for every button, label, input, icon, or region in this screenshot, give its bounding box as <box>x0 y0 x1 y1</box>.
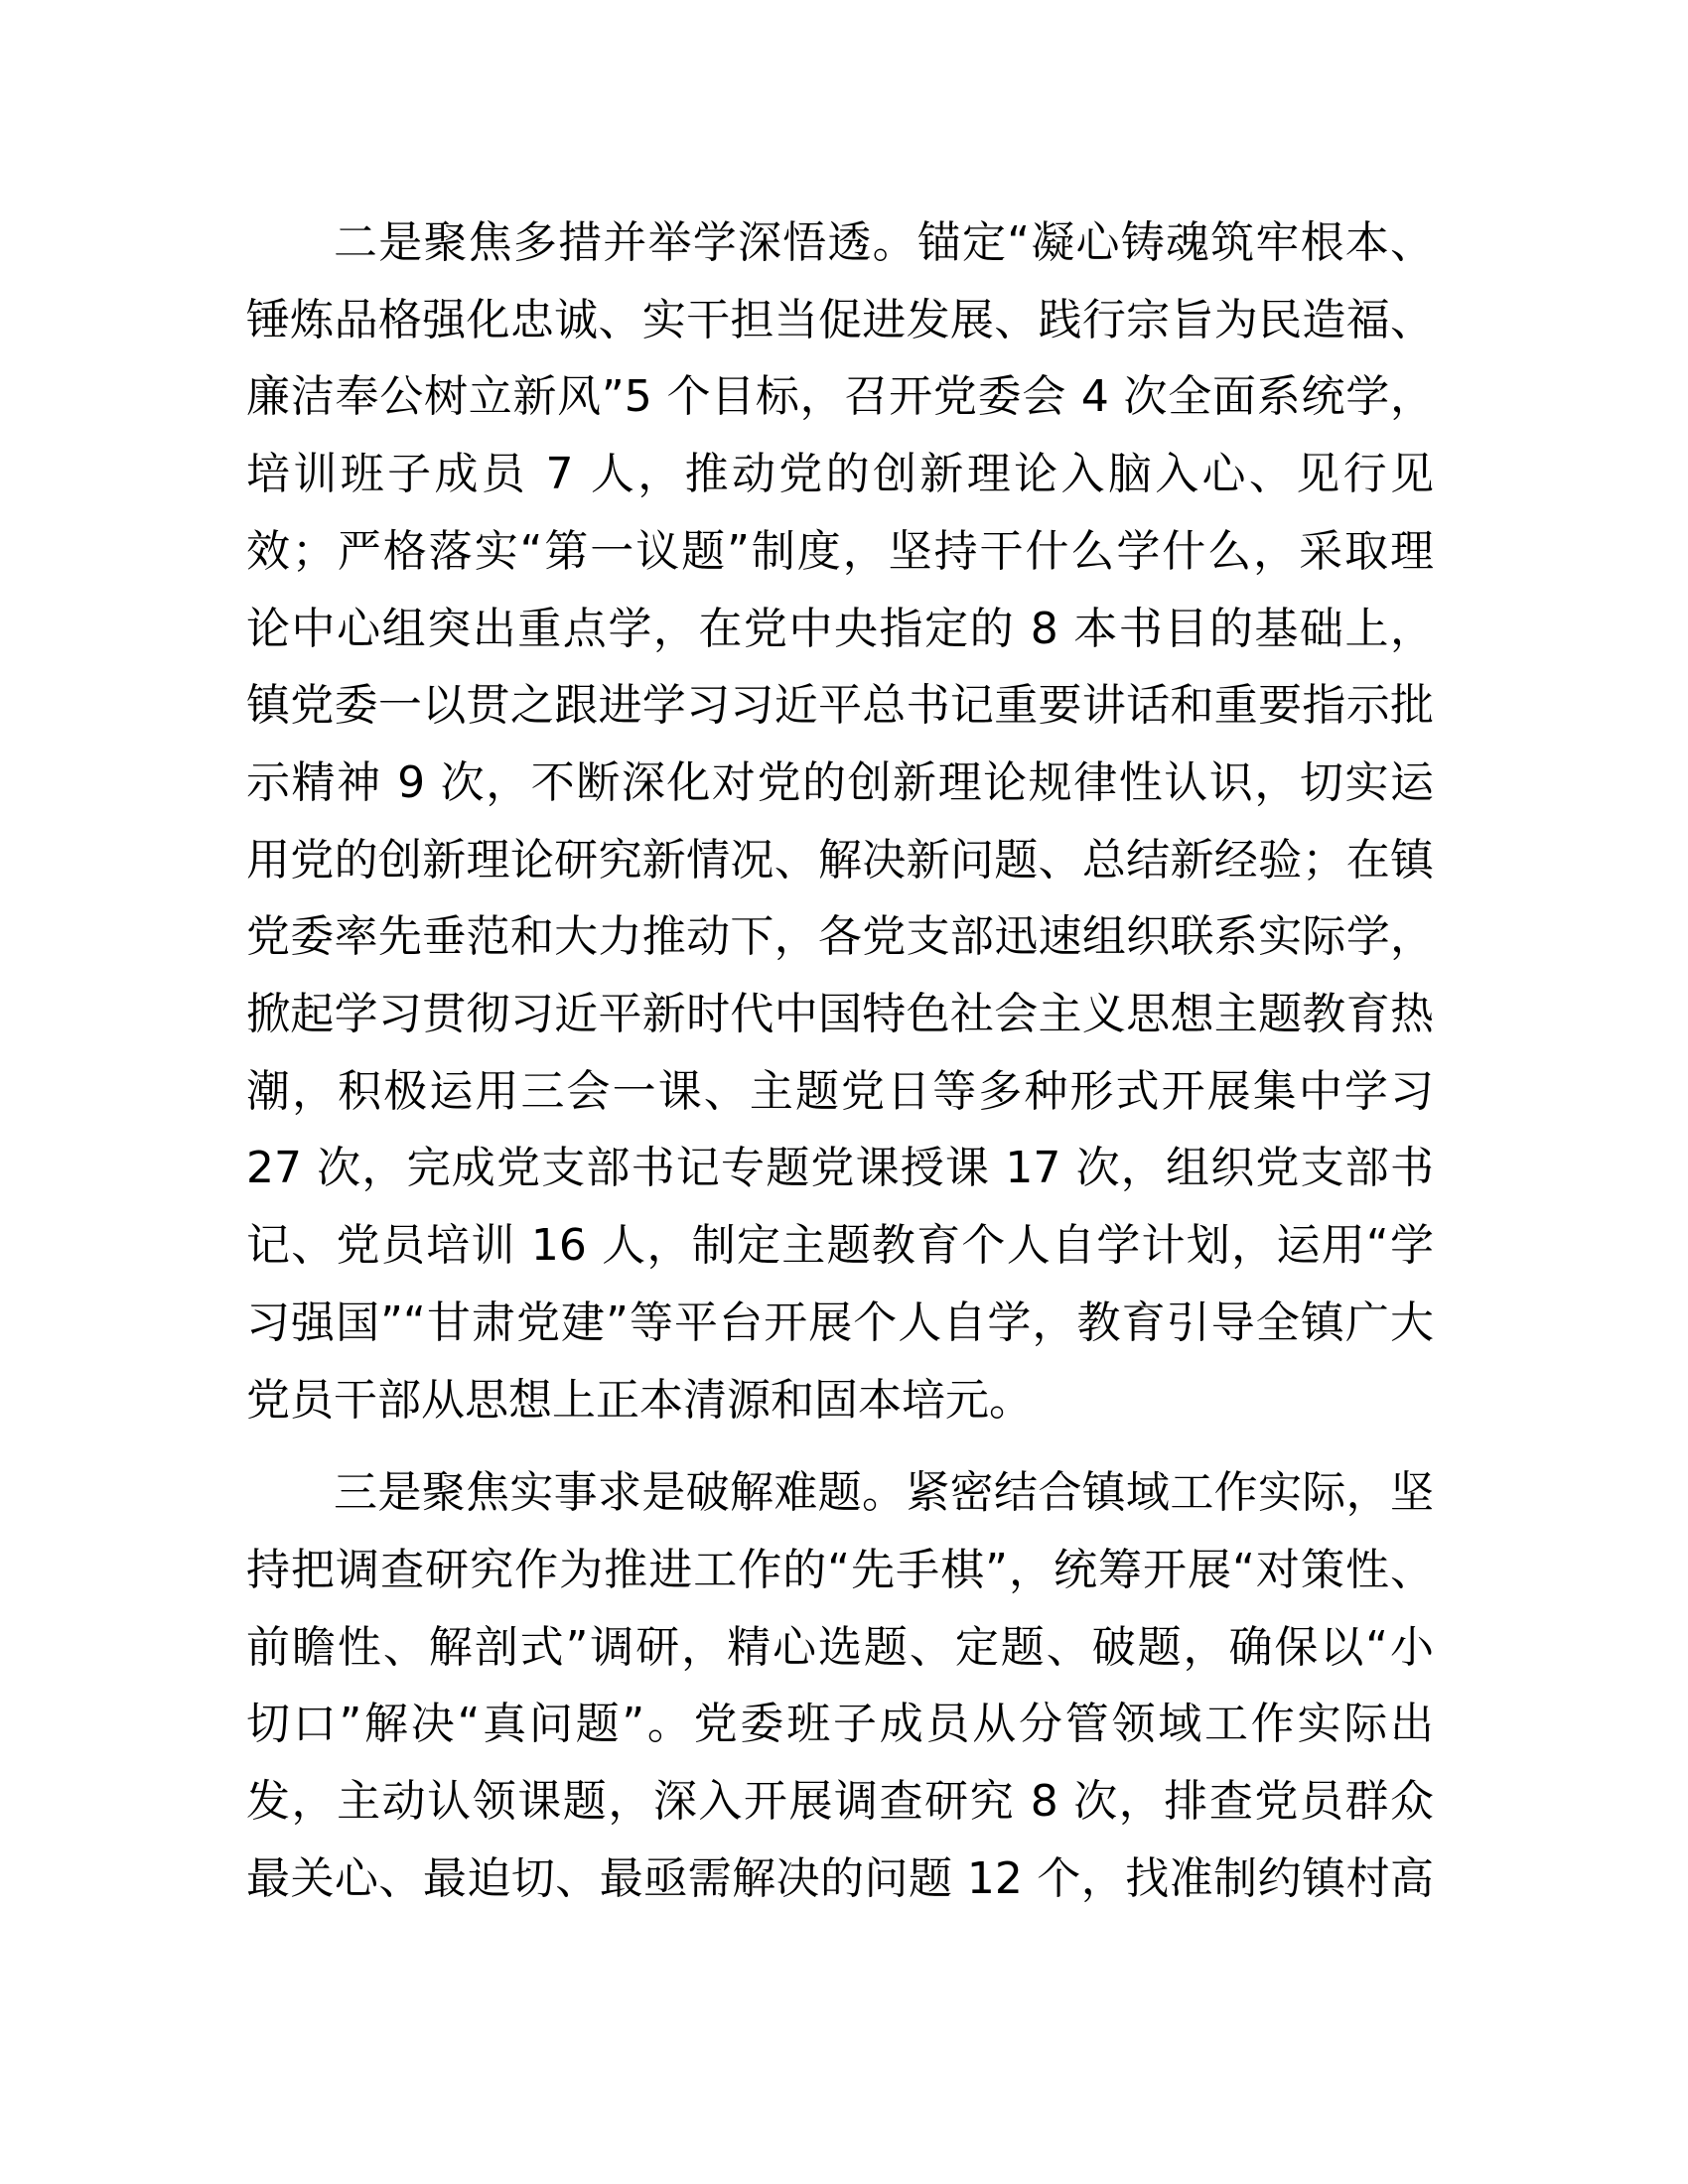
text-line: 培训班子成员 7 人，推动党的创新理论入脑入心、见行见 <box>246 449 1434 500</box>
text-line: 发，主动认领课题，深入开展调查研究 8 次，排查党员群众 <box>246 1776 1434 1828</box>
paragraph-focus-study <box>246 205 1434 1438</box>
text-line: 党委率先垂范和大力推动下，各党支部迅速组织联系实际学， <box>246 911 1434 963</box>
document-page <box>246 205 1434 1933</box>
text-line: 镇党委一以贯之跟进学习习近平总书记重要讲话和重要指示批 <box>246 680 1434 732</box>
text-line: 切口”解决“真问题”。党委班子成员从分管领域工作实际出 <box>246 1699 1434 1750</box>
text-line: 论中心组突出重点学，在党中央指定的 8 本书目的基础上， <box>246 603 1434 654</box>
text-line: 掀起学习贯彻习近平新时代中国特色社会主义思想主题教育热 <box>246 989 1434 1040</box>
text-line: 用党的创新理论研究新情况、解决新问题、总结新经验；在镇 <box>246 834 1434 886</box>
text-line: 示精神 9 次，不断深化对党的创新理论规律性认识，切实运 <box>246 756 1434 808</box>
text-line: 廉洁奉公树立新风”5 个目标，召开党委会 4 次全面系统学， <box>246 371 1434 423</box>
text-line: 持把调查研究作为推进工作的“先手棋”，统筹开展“对策性、 <box>246 1544 1434 1595</box>
text-line: 效；严格落实“第一议题”制度，坚持干什么学什么，采取理 <box>246 525 1434 577</box>
text-line: 潮，积极运用三会一课、主题党日等多种形式开展集中学习 <box>246 1065 1434 1117</box>
text-line: 前瞻性、解剖式”调研，精心选题、定题、破题，确保以“小 <box>246 1621 1434 1673</box>
paragraph-practical-problems <box>246 1454 1434 1917</box>
text-line: 记、党员培训 16 人，制定主题教育个人自学计划，运用“学 <box>246 1220 1434 1272</box>
text-line: 三是聚焦实事求是破解难题。紧密结合镇域工作实际，坚 <box>334 1467 1434 1519</box>
text-line: 锤炼品格强化忠诚、实干担当促进发展、践行宗旨为民造福、 <box>246 294 1434 345</box>
text-line: 二是聚焦多措并举学深悟透。锚定“凝心铸魂筑牢根本、 <box>334 217 1434 268</box>
text-line: 最关心、最迫切、最亟需解决的问题 12 个，找准制约镇村高 <box>246 1852 1434 1904</box>
text-line: 习强国”“甘肃党建”等平台开展个人自学，教育引导全镇广大 <box>246 1297 1434 1348</box>
text-line: 党员干部从思想上正本清源和固本培元。 <box>246 1374 1033 1426</box>
text-line: 27 次，完成党支部书记专题党课授课 17 次，组织党支部书 <box>246 1143 1434 1194</box>
